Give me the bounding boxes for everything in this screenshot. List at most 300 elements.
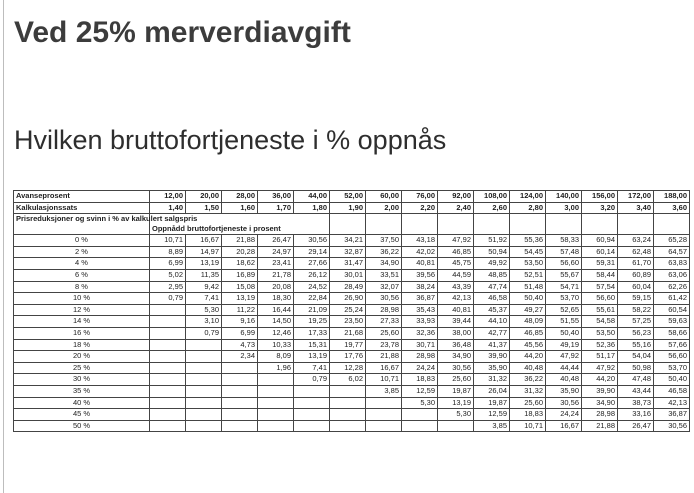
margin-value: 6,99 (150, 258, 186, 270)
margin-value: 57,66 (654, 339, 690, 351)
margin-value (402, 420, 438, 432)
margin-value: 44,20 (510, 351, 546, 363)
margin-value: 60,14 (582, 246, 618, 258)
margin-value: 40,81 (438, 304, 474, 316)
margin-value: 48,09 (510, 316, 546, 328)
margin-value (150, 316, 186, 328)
margin-value (186, 351, 222, 363)
margin-value: 48,85 (474, 269, 510, 281)
margin-value: 40,81 (402, 258, 438, 270)
row-label: 8 % (14, 281, 150, 293)
margin-value: 30,71 (402, 339, 438, 351)
margin-value: 25,24 (330, 304, 366, 316)
margin-value: 57,48 (546, 246, 582, 258)
margin-value: 16,67 (546, 420, 582, 432)
margin-value: 28,98 (582, 409, 618, 421)
margin-value (402, 409, 438, 421)
margin-value: 55,16 (618, 339, 654, 351)
margin-value: 30,56 (654, 420, 690, 432)
avanse-value: 60,00 (366, 191, 402, 203)
margin-value: 39,44 (438, 316, 474, 328)
margin-value: 26,90 (330, 293, 366, 305)
margin-value: 28,49 (330, 281, 366, 293)
table-row (14, 258, 690, 270)
margin-value: 53,50 (582, 327, 618, 339)
margin-value: 13,19 (438, 397, 474, 409)
margin-value: 26,47 (258, 235, 294, 247)
margin-value (186, 397, 222, 409)
margin-value (186, 339, 222, 351)
margin-value: 53,50 (510, 258, 546, 270)
margin-value (186, 362, 222, 374)
avanse-value: 108,00 (474, 191, 510, 203)
margin-value: 39,56 (402, 269, 438, 281)
margin-value: 54,58 (582, 316, 618, 328)
margin-value: 49,92 (474, 258, 510, 270)
margin-value: 57,54 (582, 281, 618, 293)
margin-value: 22,84 (294, 293, 330, 305)
margin-value: 43,18 (402, 235, 438, 247)
margin-value: 10,71 (366, 374, 402, 386)
margin-value: 50,94 (474, 246, 510, 258)
margin-value: 46,58 (654, 385, 690, 397)
margin-value: 21,09 (294, 304, 330, 316)
gross-margin-table (13, 190, 690, 432)
row-label: 35 % (14, 385, 150, 397)
pris-header-row (14, 214, 690, 235)
margin-value: 51,92 (474, 235, 510, 247)
avanse-value: 140,00 (546, 191, 582, 203)
margin-value: 9,42 (186, 281, 222, 293)
margin-value: 46,58 (474, 293, 510, 305)
margin-value: 55,67 (546, 269, 582, 281)
margin-value: 57,25 (618, 316, 654, 328)
avanse-value: 124,00 (510, 191, 546, 203)
margin-value: 44,10 (474, 316, 510, 328)
margin-value (150, 339, 186, 351)
empty-cell (366, 214, 402, 235)
margin-value: 58,33 (546, 235, 582, 247)
margin-value (258, 385, 294, 397)
kalk-value: 3,60 (654, 202, 690, 214)
empty-cell (438, 214, 474, 235)
margin-value: 19,77 (330, 339, 366, 351)
margin-value (186, 420, 222, 432)
margin-value: 12,59 (402, 385, 438, 397)
margin-value (294, 420, 330, 432)
margin-value: 16,89 (222, 269, 258, 281)
margin-value: 7,41 (294, 362, 330, 374)
margin-value: 53,70 (546, 293, 582, 305)
avanse-value: 92,00 (438, 191, 474, 203)
margin-value (222, 397, 258, 409)
margin-value (366, 409, 402, 421)
margin-value: 14,50 (258, 316, 294, 328)
margin-value: 33,51 (366, 269, 402, 281)
margin-value: 46,85 (438, 246, 474, 258)
margin-value: 5,30 (438, 409, 474, 421)
margin-value: 61,70 (618, 258, 654, 270)
table-row (14, 385, 690, 397)
margin-value: 11,22 (222, 304, 258, 316)
margin-value (186, 409, 222, 421)
margin-value (150, 420, 186, 432)
margin-value: 26,04 (474, 385, 510, 397)
margin-value (186, 374, 222, 386)
avanse-value: 52,00 (330, 191, 366, 203)
margin-value: 23,41 (258, 258, 294, 270)
margin-value: 36,22 (510, 374, 546, 386)
margin-value: 28,98 (366, 304, 402, 316)
margin-value: 49,19 (546, 339, 582, 351)
margin-value: 60,94 (582, 235, 618, 247)
table-row (14, 339, 690, 351)
margin-value: 30,01 (330, 269, 366, 281)
margin-value (150, 362, 186, 374)
avanse-row (14, 191, 690, 203)
margin-value (150, 351, 186, 363)
margin-value: 36,87 (402, 293, 438, 305)
margin-value: 43,39 (438, 281, 474, 293)
margin-value: 10,33 (258, 339, 294, 351)
row-label: 4 % (14, 258, 150, 270)
margin-value (330, 420, 366, 432)
margin-value: 21,68 (330, 327, 366, 339)
empty-cell (402, 214, 438, 235)
table-row (14, 397, 690, 409)
margin-value: 3,85 (474, 420, 510, 432)
margin-value: 30,56 (546, 397, 582, 409)
row-label: 12 % (14, 304, 150, 316)
margin-value: 36,48 (438, 339, 474, 351)
margin-value: 49,27 (510, 304, 546, 316)
margin-value: 47,92 (582, 362, 618, 374)
margin-value: 50,40 (654, 374, 690, 386)
margin-value: 65,28 (654, 235, 690, 247)
margin-value: 32,07 (366, 281, 402, 293)
pris-label: Prisreduksjoner og svinn i % av kalkulert salgspris (14, 214, 150, 235)
margin-value: 54,04 (618, 351, 654, 363)
margin-value: 56,23 (618, 327, 654, 339)
margin-value: 19,25 (294, 316, 330, 328)
margin-value: 0,79 (294, 374, 330, 386)
margin-value: 9,16 (222, 316, 258, 328)
margin-value: 19,87 (474, 397, 510, 409)
avanse-value: 156,00 (582, 191, 618, 203)
margin-value: 51,55 (546, 316, 582, 328)
margin-value: 60,04 (618, 281, 654, 293)
margin-value: 4,73 (222, 339, 258, 351)
margin-value: 32,36 (402, 327, 438, 339)
margin-value: 26,47 (618, 420, 654, 432)
row-label: 14 % (14, 316, 150, 328)
margin-value: 45,37 (474, 304, 510, 316)
table-row (14, 327, 690, 339)
margin-value: 30,56 (294, 235, 330, 247)
margin-value: 62,26 (654, 281, 690, 293)
margin-value: 26,12 (294, 269, 330, 281)
margin-value (222, 409, 258, 421)
margin-value: 61,42 (654, 293, 690, 305)
margin-value: 21,78 (258, 269, 294, 281)
margin-value: 16,67 (186, 235, 222, 247)
margin-value: 39,90 (582, 385, 618, 397)
kalk-value: 3,20 (582, 202, 618, 214)
margin-value: 62,48 (618, 246, 654, 258)
margin-value (150, 374, 186, 386)
empty-cell (582, 214, 618, 235)
margin-value: 18,30 (258, 293, 294, 305)
kalk-row (14, 202, 690, 214)
margin-value: 1,96 (258, 362, 294, 374)
margin-value: 53,70 (654, 362, 690, 374)
margin-value: 42,13 (654, 397, 690, 409)
margin-value: 25,60 (438, 374, 474, 386)
margin-value: 14,97 (186, 246, 222, 258)
margin-value: 13,19 (222, 293, 258, 305)
row-label: 50 % (14, 420, 150, 432)
margin-value (222, 374, 258, 386)
empty-cell (474, 214, 510, 235)
avanse-value: 172,00 (618, 191, 654, 203)
margin-value: 56,60 (582, 293, 618, 305)
page-heading: Ved 25% merverdiavgift (14, 16, 351, 49)
margin-value: 13,19 (186, 258, 222, 270)
table-row (14, 235, 690, 247)
avanse-value: 76,00 (402, 191, 438, 203)
kalk-value: 3,40 (618, 202, 654, 214)
table-row (14, 409, 690, 421)
kalk-value: 2,20 (402, 202, 438, 214)
table-row (14, 304, 690, 316)
margin-value: 12,28 (330, 362, 366, 374)
margin-value: 3,10 (186, 316, 222, 328)
margin-value (294, 409, 330, 421)
margin-value (258, 420, 294, 432)
margin-value: 0,79 (186, 327, 222, 339)
margin-value: 33,93 (402, 316, 438, 328)
margin-value: 43,44 (618, 385, 654, 397)
margin-value: 34,90 (582, 397, 618, 409)
margin-value: 42,77 (474, 327, 510, 339)
margin-value: 17,76 (330, 351, 366, 363)
margin-value: 63,83 (654, 258, 690, 270)
margin-value (330, 397, 366, 409)
kalk-value: 1,70 (258, 202, 294, 214)
margin-value (222, 385, 258, 397)
margin-value: 35,43 (402, 304, 438, 316)
margin-value: 12,46 (258, 327, 294, 339)
margin-value (186, 385, 222, 397)
margin-value: 34,21 (330, 235, 366, 247)
margin-value: 31,47 (330, 258, 366, 270)
margin-value: 6,99 (222, 327, 258, 339)
page-subheading: Hvilken bruttofortjeneste i % oppnås (14, 125, 447, 155)
margin-value (366, 397, 402, 409)
left-margin-line (3, 0, 4, 493)
avanse-value: 12,00 (150, 191, 186, 203)
avanse-value: 44,00 (294, 191, 330, 203)
margin-value: 20,28 (222, 246, 258, 258)
margin-value: 38,73 (618, 397, 654, 409)
margin-value: 47,92 (546, 351, 582, 363)
margin-value: 47,48 (618, 374, 654, 386)
margin-value: 54,45 (510, 246, 546, 258)
margin-value: 50,40 (510, 293, 546, 305)
row-label: 18 % (14, 339, 150, 351)
margin-value: 19,87 (438, 385, 474, 397)
margin-value: 30,56 (438, 362, 474, 374)
margin-value: 34,90 (438, 351, 474, 363)
margin-value: 44,44 (546, 362, 582, 374)
margin-value: 40,48 (510, 362, 546, 374)
empty-cell (546, 214, 582, 235)
row-label: 45 % (14, 409, 150, 421)
margin-value: 54,71 (546, 281, 582, 293)
kalk-value: 1,40 (150, 202, 186, 214)
margin-value: 2,95 (150, 281, 186, 293)
margin-value: 42,02 (402, 246, 438, 258)
margin-value: 58,22 (618, 304, 654, 316)
row-label: 10 % (14, 293, 150, 305)
margin-value: 52,51 (510, 269, 546, 281)
margin-value: 50,40 (546, 327, 582, 339)
margin-value: 34,90 (366, 258, 402, 270)
avanse-label: Avanseprosent (14, 191, 150, 203)
margin-value: 37,50 (366, 235, 402, 247)
margin-value: 56,60 (654, 351, 690, 363)
margin-value: 52,65 (546, 304, 582, 316)
margin-value: 55,61 (582, 304, 618, 316)
margin-value: 39,90 (474, 351, 510, 363)
kalk-value: 2,40 (438, 202, 474, 214)
kalk-value: 2,60 (474, 202, 510, 214)
margin-value: 59,15 (618, 293, 654, 305)
margin-value: 31,32 (474, 374, 510, 386)
margin-value: 32,87 (330, 246, 366, 258)
margin-value: 5,30 (402, 397, 438, 409)
margin-value (330, 385, 366, 397)
margin-value: 40,48 (546, 374, 582, 386)
margin-value: 63,24 (618, 235, 654, 247)
margin-value (294, 385, 330, 397)
margin-value: 8,09 (258, 351, 294, 363)
avanse-value: 36,00 (258, 191, 294, 203)
margin-value: 44,20 (582, 374, 618, 386)
margin-value: 5,02 (150, 269, 186, 281)
kalk-value: 1,90 (330, 202, 366, 214)
margin-value (150, 327, 186, 339)
margin-value: 47,74 (474, 281, 510, 293)
margin-value: 33,16 (618, 409, 654, 421)
margin-value (150, 397, 186, 409)
margin-value: 63,06 (654, 269, 690, 281)
table-row (14, 362, 690, 374)
margin-value: 60,54 (654, 304, 690, 316)
margin-value: 35,90 (546, 385, 582, 397)
margin-value: 45,75 (438, 258, 474, 270)
empty-cell (330, 214, 366, 235)
margin-value: 51,17 (582, 351, 618, 363)
margin-value: 64,57 (654, 246, 690, 258)
margin-value: 15,31 (294, 339, 330, 351)
margin-value: 45,56 (510, 339, 546, 351)
table-row (14, 316, 690, 328)
margin-value: 21,88 (582, 420, 618, 432)
table-row (14, 269, 690, 281)
empty-cell (654, 214, 690, 235)
margin-value (258, 409, 294, 421)
margin-value: 41,37 (474, 339, 510, 351)
margin-value: 2,34 (222, 351, 258, 363)
margin-value: 35,90 (474, 362, 510, 374)
row-label: 2 % (14, 246, 150, 258)
margin-value: 56,60 (546, 258, 582, 270)
result-note: Oppnådd bruttofortjeneste i prosent (150, 214, 330, 235)
margin-value: 13,19 (294, 351, 330, 363)
margin-value: 8,89 (150, 246, 186, 258)
margin-value: 12,59 (474, 409, 510, 421)
kalk-label: Kalkulasjonssats (14, 202, 150, 214)
row-label: 30 % (14, 374, 150, 386)
margin-value: 20,08 (258, 281, 294, 293)
margin-value: 18,62 (222, 258, 258, 270)
margin-value: 10,71 (150, 235, 186, 247)
margin-value: 5,30 (186, 304, 222, 316)
row-label: 20 % (14, 351, 150, 363)
table-row (14, 420, 690, 432)
margin-value: 17,33 (294, 327, 330, 339)
margin-value: 15,08 (222, 281, 258, 293)
margin-value (150, 304, 186, 316)
margin-value: 25,60 (366, 327, 402, 339)
margin-value: 18,83 (402, 374, 438, 386)
table-row (14, 374, 690, 386)
margin-value: 29,14 (294, 246, 330, 258)
margin-value: 11,35 (186, 269, 222, 281)
margin-value: 7,41 (186, 293, 222, 305)
kalk-value: 3,00 (546, 202, 582, 214)
margin-value: 18,83 (510, 409, 546, 421)
margin-value: 27,33 (366, 316, 402, 328)
row-label: 25 % (14, 362, 150, 374)
margin-value: 59,63 (654, 316, 690, 328)
margin-value: 23,78 (366, 339, 402, 351)
margin-value (150, 385, 186, 397)
margin-value: 24,24 (402, 362, 438, 374)
margin-value: 6,02 (330, 374, 366, 386)
margin-value: 46,85 (510, 327, 546, 339)
margin-value: 60,89 (618, 269, 654, 281)
margin-value: 31,32 (510, 385, 546, 397)
margin-value: 58,66 (654, 327, 690, 339)
margin-value: 21,88 (366, 351, 402, 363)
margin-value: 10,71 (510, 420, 546, 432)
margin-value: 30,56 (366, 293, 402, 305)
kalk-value: 2,80 (510, 202, 546, 214)
empty-cell (618, 214, 654, 235)
kalk-value: 2,00 (366, 202, 402, 214)
margin-value: 24,24 (546, 409, 582, 421)
table-row (14, 281, 690, 293)
margin-value: 25,60 (510, 397, 546, 409)
kalk-value: 1,50 (186, 202, 222, 214)
margin-value (258, 374, 294, 386)
margin-value: 24,52 (294, 281, 330, 293)
margin-value: 44,59 (438, 269, 474, 281)
margin-value: 0,79 (150, 293, 186, 305)
row-label: 6 % (14, 269, 150, 281)
